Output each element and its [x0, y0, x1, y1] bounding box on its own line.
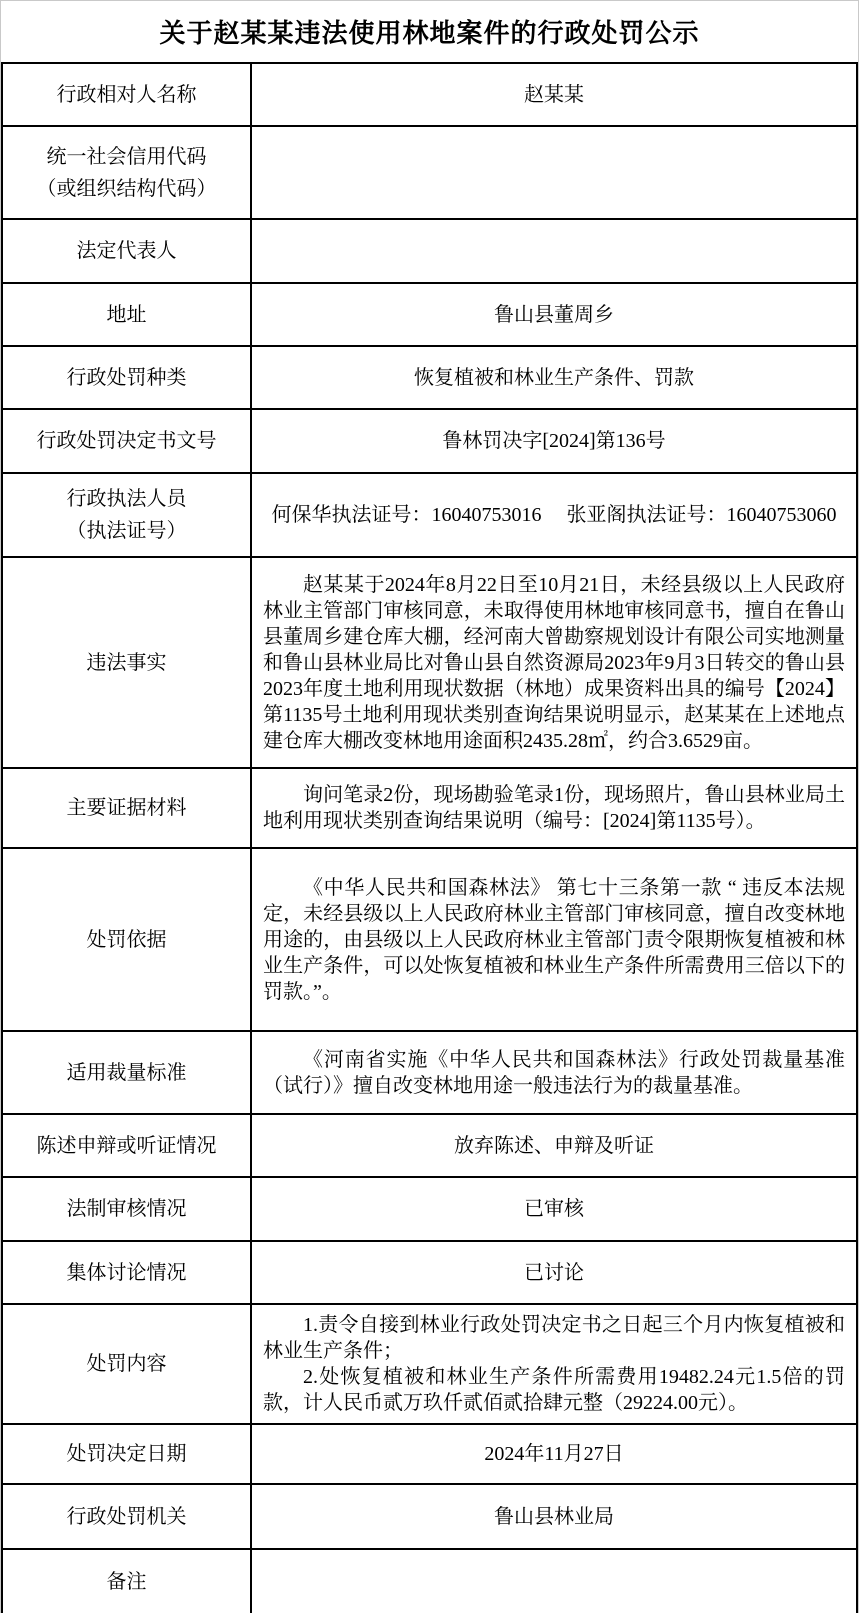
table-row — [2, 126, 857, 219]
row-value — [251, 1484, 857, 1549]
table-row — [2, 1424, 857, 1484]
row-value — [251, 848, 857, 1031]
row-label — [2, 409, 251, 473]
row-label-line: 行政处罚种类 — [66, 366, 187, 389]
row-value — [251, 409, 857, 473]
row-value-paragraph: 《河南省实施《中华人民共和国森林法》行政处罚裁量基准（试行）》擅自改变林地用途一般违法行为的裁量基准。 — [263, 1048, 845, 1097]
row-label — [2, 1304, 251, 1424]
row-value — [251, 1549, 857, 1613]
table-row — [2, 283, 857, 346]
row-value — [251, 1424, 857, 1484]
row-label — [2, 848, 251, 1031]
row-label-line: （执法证号） — [66, 520, 187, 542]
row-label-line: （或组织结构代码） — [36, 177, 217, 200]
row-value-paragraph: 1.责令自接到林业行政处罚决定书之日起三个月内恢复植被和林业生产条件； — [263, 1314, 845, 1362]
row-value-paragraph: 鲁林罚决字[2024]第136号 — [442, 430, 666, 452]
row-label-line: 统一社会信用代码 — [46, 145, 207, 168]
table-row — [2, 1177, 857, 1241]
row-value-paragraph: 2.处恢复植被和林业生产条件所需费用19482.24元1.5倍的罚款，计人民币贰万玖仟贰佰贰拾肆元整（29224.00元）。 — [263, 1366, 845, 1414]
row-value-paragraph: 恢复植被和林业生产条件、罚款 — [414, 366, 694, 389]
row-value — [251, 63, 857, 126]
table-row — [2, 848, 857, 1031]
row-label-line: 主要证据材料 — [66, 797, 187, 819]
row-value — [251, 1114, 857, 1177]
row-label-line: 地址 — [106, 303, 147, 326]
row-label — [2, 473, 251, 557]
row-label — [2, 1424, 251, 1484]
row-value-paragraph: 2024年11月27日 — [484, 1443, 624, 1465]
row-label-line: 法制审核情况 — [66, 1198, 187, 1220]
table-row — [2, 1304, 857, 1424]
row-label — [2, 1549, 251, 1613]
title-bar — [1, 1, 858, 62]
table-row — [2, 409, 857, 473]
table-row — [2, 63, 857, 126]
row-value — [251, 1304, 857, 1424]
row-label-line: 陈述申辩或听证情况 — [36, 1134, 217, 1157]
row-label — [2, 1031, 251, 1114]
row-label — [2, 1177, 251, 1241]
row-value-paragraph: 鲁山县林业局 — [494, 1505, 614, 1528]
row-label — [2, 557, 251, 768]
row-value-paragraph: 何保华执法证号：16040753016 张亚阁执法证号：16040753060 — [271, 504, 837, 526]
row-value — [251, 219, 857, 283]
table-row — [2, 768, 857, 848]
row-label-line: 处罚内容 — [86, 1353, 167, 1375]
table-row — [2, 1241, 857, 1304]
row-value-paragraph: 《中华人民共和国森林法》 第七十三条第一款 “ 违反本法规定，未经县级以上人民政府林业主管部门审核同意，擅自改变林地用途的，由县级以上人民政府林业主管部门责令限期恢复植被和林业生产条件，可以处恢复植被和林业生产条件所需费用三倍以下的罚款。”。 — [263, 876, 845, 1003]
row-label-line: 行政相对人名称 — [56, 83, 197, 106]
row-value-paragraph: 鲁山县董周乡 — [494, 303, 614, 326]
row-value-paragraph: 已审核 — [524, 1198, 584, 1220]
penalty-table — [1, 62, 858, 1613]
table-row — [2, 219, 857, 283]
row-label — [2, 63, 251, 126]
row-label-line: 行政处罚决定书文号 — [36, 430, 217, 452]
row-label-line: 集体讨论情况 — [66, 1261, 187, 1284]
row-label — [2, 1114, 251, 1177]
row-label-line: 行政处罚机关 — [66, 1505, 187, 1528]
row-label-line: 处罚决定日期 — [66, 1443, 187, 1465]
row-value — [251, 473, 857, 557]
row-value-paragraph: 放弃陈述、申辩及听证 — [454, 1134, 654, 1157]
page-title: 关于赵某某违法使用林地案件的行政处罚公示 — [159, 18, 700, 48]
row-value — [251, 126, 857, 219]
row-value-paragraph: 询问笔录2份，现场勘验笔录1份，现场照片，鲁山县林业局土地利用现状类别查询结果说明（编号：[2024]第1135号）。 — [263, 784, 845, 832]
row-value — [251, 557, 857, 768]
table-row — [2, 346, 857, 409]
row-value — [251, 1031, 857, 1114]
row-label — [2, 1484, 251, 1549]
table-row — [2, 557, 857, 768]
row-label — [2, 126, 251, 219]
row-value-paragraph: 赵某某于2024年8月22日至10月21日，未经县级以上人民政府林业主管部门审核同意，未取得使用林地审核同意书，擅自在鲁山县董周乡建仓库大棚，经河南大曾勘察规划设计有限公司实地测量和鲁山县林业局比对鲁山县自然资源局2023年9月3日转交的鲁山县2023年度土地利用现状数据（林地）成果资料出具的编号【2024】第1135号土地利用现状类别查询结果说明显示，赵某某在上述地点建仓库大棚改变林地用途面积2435.28㎡，约合3.6529亩。 — [263, 573, 845, 752]
table-row — [2, 1549, 857, 1613]
row-label-line: 备注 — [106, 1570, 147, 1593]
row-label-line: 适用裁量标准 — [66, 1061, 187, 1084]
row-value — [251, 346, 857, 409]
row-value-paragraph: 赵某某 — [524, 83, 584, 106]
table-row — [2, 1031, 857, 1114]
row-label — [2, 283, 251, 346]
row-value — [251, 1241, 857, 1304]
penalty-table-body — [2, 63, 857, 1613]
row-value — [251, 283, 857, 346]
row-label — [2, 1241, 251, 1304]
table-row — [2, 1484, 857, 1549]
table-row — [2, 1114, 857, 1177]
row-value — [251, 1177, 857, 1241]
row-label — [2, 346, 251, 409]
row-label — [2, 768, 251, 848]
table-row — [2, 473, 857, 557]
row-label — [2, 219, 251, 283]
row-label-line: 法定代表人 — [76, 240, 177, 262]
row-value — [251, 768, 857, 848]
row-label-line: 行政执法人员 — [66, 488, 187, 510]
row-label-line: 处罚依据 — [86, 928, 167, 951]
row-label-line: 违法事实 — [86, 651, 167, 674]
row-value-paragraph: 已讨论 — [524, 1261, 584, 1284]
